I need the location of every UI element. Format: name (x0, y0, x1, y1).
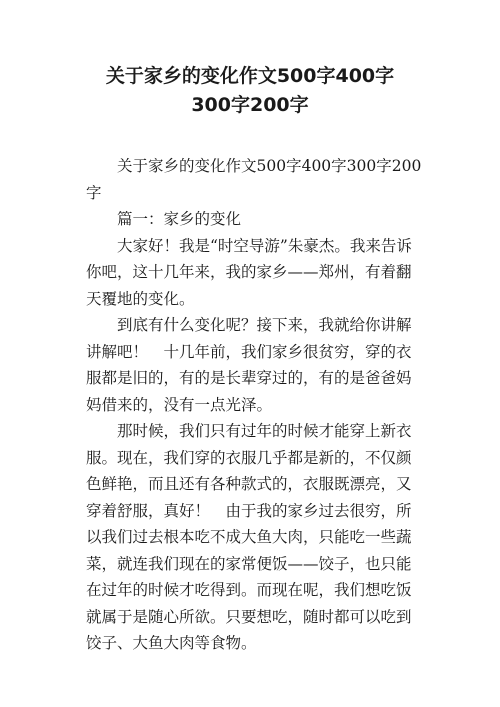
paragraph-section-title: 篇一：家乡的变化 (117, 210, 242, 228)
paragraph-heading: 关于家乡的变化作文500字400字300字200字 (86, 157, 422, 202)
paragraph: 大家好！我是“时空导游”朱豪杰。我来告诉你吧，这十几年来，我的家乡——郑州，有着翻天覆地的变化。 (86, 236, 412, 308)
document-body (86, 153, 426, 657)
paragraph: 那时候，我们只有过年的时候才能穿上新衣服。现在，我们穿的衣服几乎都是新的，不仅颜色鲜艳，而且还有各种款式的，衣服既漂亮，又穿着舒服，真好！ 由于我的家乡过去很穷，所以我们过去根本吃不成大鱼大肉，只能吃一些蔬菜，就连我们现在的家常便饭——饺子，也只能在过年的时候才吃得到。而现在呢，我们想吃饭就属于是随心所欲。只要想吃，随时都可以吃到饺子、大鱼大肉等食物。 (86, 422, 412, 652)
paragraph: 到底有什么变化呢？接下来，我就给你讲解讲解吧！ 十几年前，我们家乡很贫穷，穿的衣服都是旧的，有的是长辈穿过的，有的是爸爸妈妈借来的，没有一点光泽。 (86, 316, 412, 414)
document-title (40, 62, 460, 120)
title-line-1: 关于家乡的变化作文500字400字 (105, 65, 395, 87)
title-line-2: 300字200字 (191, 94, 309, 116)
